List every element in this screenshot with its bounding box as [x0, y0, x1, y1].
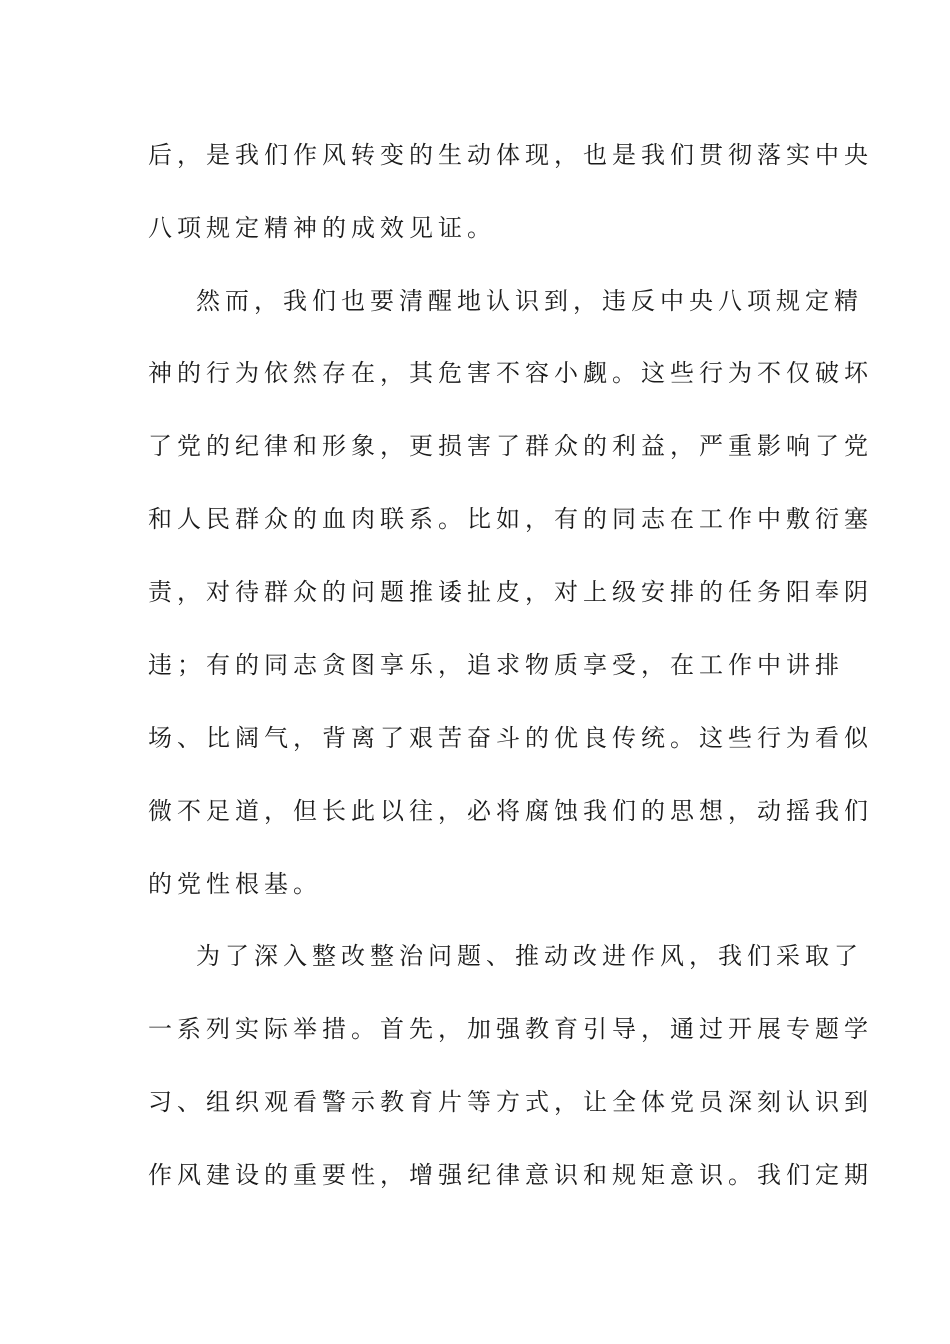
text-line: 习、组织观看警示教育片等方式，让全体党员深刻认识到: [148, 1088, 873, 1116]
text-line: 了党的纪律和形象，更损害了群众的利益，严重影响了党: [148, 432, 873, 460]
text-line: 场、比阔气，背离了艰苦奋斗的优良传统。这些行为看似: [148, 724, 873, 752]
text-line: 违；有的同志贪图享乐，追求物质享受，在工作中讲排: [148, 651, 844, 679]
text-line: 神的行为依然存在，其危害不容小觑。这些行为不仅破坏: [148, 359, 873, 387]
text-line: 的党性根基。: [148, 870, 322, 898]
paragraph-first-line: 然而，我们也要清醒地认识到，违反中央八项规定精: [196, 287, 863, 315]
text-line: 责，对待群众的问题推诿扯皮，对上级安排的任务阳奉阴: [148, 578, 873, 606]
text-line: 后，是我们作风转变的生动体现，也是我们贯彻落实中央: [148, 141, 873, 169]
text-line: 八项规定精神的成效见证。: [148, 214, 496, 242]
text-line: 微不足道，但长此以往，必将腐蚀我们的思想，动摇我们: [148, 797, 873, 825]
text-line: 一系列实际举措。首先，加强教育引导，通过开展专题学: [148, 1015, 873, 1043]
text-line: 和人民群众的血肉联系。比如，有的同志在工作中敷衍塞: [148, 505, 873, 533]
text-line: 作风建设的重要性，增强纪律意识和规矩意识。我们定期: [148, 1161, 873, 1189]
paragraph-first-line: 为了深入整改整治问题、推动改进作风，我们采取了: [196, 942, 863, 970]
